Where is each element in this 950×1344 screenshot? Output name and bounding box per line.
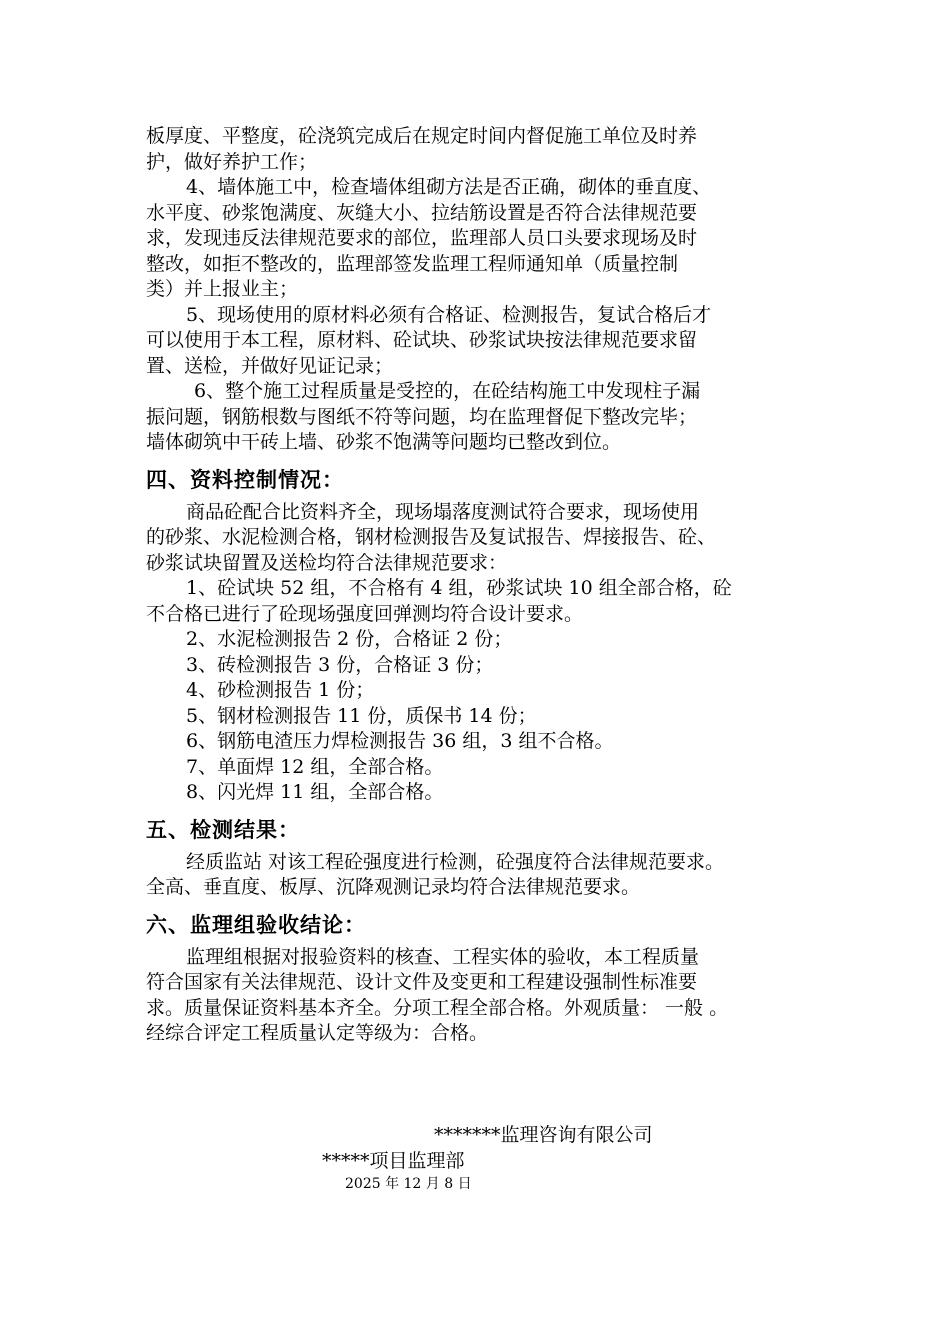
paragraph-line: 6、整个施工过程质量是受控的，在砼结构施工中发现柱子漏 <box>194 380 701 402</box>
section-heading-materials: 四、资料控制情况： <box>146 467 344 492</box>
document-body <box>146 124 836 1047</box>
paragraph-line: 振问题，钢筋根数与图纸不符等问题，均在监理督促下整改完毕； <box>146 405 698 428</box>
signature-date: 2025 年 12 月 8 日 <box>345 1176 472 1192</box>
paragraph-line: 类）并上报业主； <box>146 278 299 300</box>
section-heading-conclusion: 六、监理组验收结论： <box>146 912 366 937</box>
list-item: 1、砼试块 52 组，不合格有 4 组，砂浆试块 10 组全部合格，砼 <box>186 577 732 599</box>
paragraph-line: 求，发现违反法律规范要求的部位，监理部人员口头要求现场及时 <box>146 227 698 249</box>
paragraph-line: 全高、垂直度、板厚、沉降观测记录均符合法律规范要求。 <box>146 876 641 898</box>
paragraph-line: 板厚度、平整度，砼浇筑完成后在规定时间内督促施工单位及时养 <box>146 125 698 147</box>
list-item: 4、砂检测报告 1 份； <box>186 679 375 701</box>
list-item: 5、钢材检测报告 11 份，质保书 14 份； <box>186 704 537 727</box>
paragraph-line: 墙体砌筑中干砖上墙、砂浆不饱满等问题均已整改到位。 <box>146 431 622 453</box>
paragraph-line: 商品砼配合比资料齐全，现场塌落度测试符合要求，现场使用 <box>186 500 700 523</box>
list-item: 不合格已进行了砼现场强度回弹测均符合设计要求。 <box>146 602 584 625</box>
paragraph-line: 4、墙体施工中，检查墙体组砌方法是否正确，砌体的垂直度、 <box>186 176 712 198</box>
list-item: 3、砖检测报告 3 份，合格证 3 份； <box>186 653 494 676</box>
paragraph-line: 砂浆试块留置及送检均符合法律规范要求： <box>146 551 508 574</box>
paragraph-line: 经综合评定工程质量认定等级为：合格。 <box>146 1022 489 1044</box>
paragraph-line: 护，做好养护工作； <box>146 150 318 173</box>
paragraph-line: 经质监站 对该工程砼强度进行检测，砼强度符合法律规范要求。 <box>186 850 725 873</box>
paragraph-line: 水平度、砂浆饱满度、灰缝大小、拉结筋设置是否符合法律规范要 <box>146 201 698 224</box>
paragraph-line: 整改，如拒不整改的，监理部签发监理工程师通知单（质量控制 <box>146 252 679 275</box>
paragraph-line: 求。质量保证资料基本齐全。分项工程全部合格。外观质量： 一般 。 <box>146 996 729 1019</box>
paragraph-line: 可以使用于本工程，原材料、砼试块、砂浆试块按法律规范要求留 <box>146 329 698 351</box>
section-heading-test-results: 五、检测结果： <box>146 817 300 842</box>
signature-department: *****项目监理部 <box>322 1150 465 1172</box>
list-item: 7、单面焊 12 组，全部合格。 <box>186 755 444 778</box>
paragraph-line: 5、现场使用的原材料必须有合格证、检测报告，复试合格后才 <box>186 303 712 326</box>
list-item: 2、水泥检测报告 2 份，合格证 2 份； <box>186 628 513 650</box>
paragraph-line: 置、送检，并做好见证记录； <box>146 354 394 377</box>
list-item: 6、钢筋电渣压力焊检测报告 36 组，3 组不合格。 <box>186 730 614 752</box>
list-item: 8、闪光焊 11 组，全部合格。 <box>186 781 444 803</box>
paragraph-line: 的砂浆、水泥检测合格，钢材检测报告及复试报告、焊接报告、砼、 <box>146 526 717 548</box>
signature-company: *******监理咨询有限公司 <box>434 1124 653 1146</box>
paragraph-line: 监理组根据对报验资料的核查、工程实体的验收，本工程质量 <box>186 945 700 968</box>
paragraph-line: 符合国家有关法律规范、设计文件及变更和工程建设强制性标准要 <box>146 971 698 993</box>
